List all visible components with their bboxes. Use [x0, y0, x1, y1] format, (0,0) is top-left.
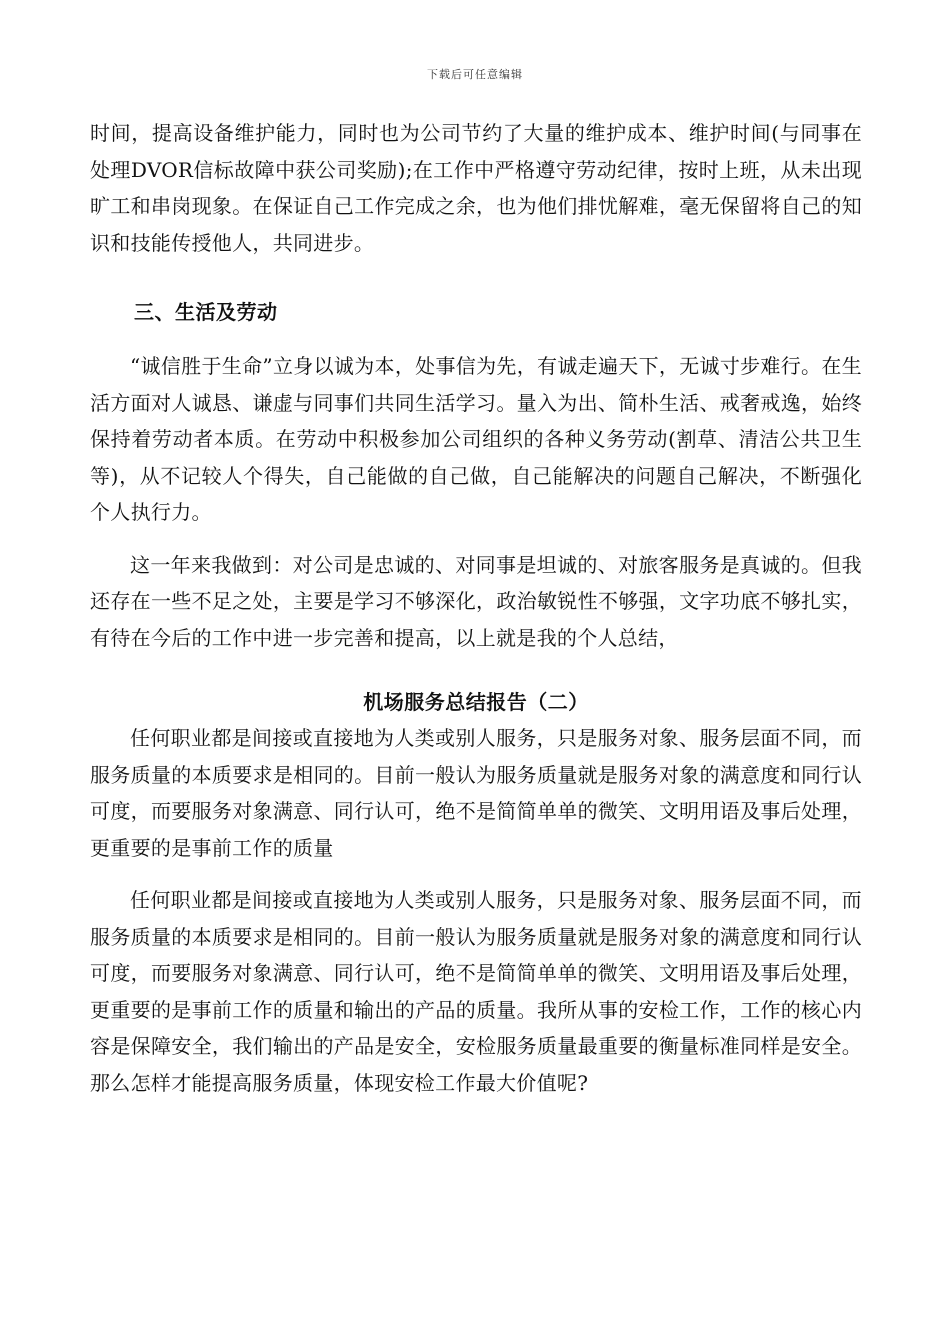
heading-spacer: [90, 330, 862, 348]
document-title-airport-service-report-2: 机场服务总结报告（二）: [363, 690, 589, 714]
page-header-note: 下载后可任意编辑: [427, 68, 523, 81]
paragraph-service-quality-intro: 任何职业都是间接或直接地为人类或别人服务，只是服务对象、服务层面不同，而服务质量的本质要求是相同的。目前一般认为服务质量就是服务对象的满意度和同行认可度，而要服务对象满意、同行认可，绝不是简简单单的微笑、文明用语及事后处理，更重要的是事前工作的质量: [90, 726, 862, 860]
paragraph-work-continuation: 时间，提高设备维护能力，同时也为公司节约了大量的维护成本、维护时间(与同事在处理DVOR信标故障中获公司奖励);在工作中严格遵守劳动纪律，按时上班，从未出现旷工和串岗现象。在保证自己工作完成之余，也为他们排忧解难，毫无保留将自己的知识和技能传授他人，共同进步。: [90, 121, 862, 255]
paragraph-integrity: “诚信胜于生命”立身以诚为本，处事信为先，有诚走遍天下，无诚寸步难行。在生活方面对人诚恳、谦虚与同事们共同生活学习。量入为出、简朴生活、戒奢戒逸，始终保持着劳动者本质。在劳动中积极参加公司组织的各种义务劳动(割草、清洁公共卫生等)，从不记较人个得失，自己能做的自己做，自己能解决的问题自己解决，不断强化个人执行力。: [90, 354, 862, 524]
paragraph-security-service-quality: 任何职业都是间接或直接地为人类或别人服务，只是服务对象、服务层面不同，而服务质量的本质要求是相同的。目前一般认为服务质量就是服务对象的满意度和同行认可度，而要服务对象满意、同行认可，绝不是简简单单的微笑、文明用语及事后处理，更重要的是事前工作的质量和输出的产品的质量。我所从事的安检工作，工作的核心内容是保障安全，我们输出的产品是安全，安检服务质量最重要的衡量标准同样是安全。那么怎样才能提高服务质量，体现安检工作最大价值呢?: [90, 888, 862, 1095]
section-heading-life-and-labor: 三、生活及劳动: [134, 300, 278, 324]
paragraph-annual-summary: 这一年来我做到：对公司是忠诚的、对同事是坦诚的、对旅客服务是真诚的。但我还存在一些不足之处，主要是学习不够深化，政治敏锐性不够强，文字功底不够扎实，有待在今后的工作中进一步完善和提高，以上就是我的个人总结，: [90, 552, 862, 650]
document-body: [90, 115, 862, 1101]
